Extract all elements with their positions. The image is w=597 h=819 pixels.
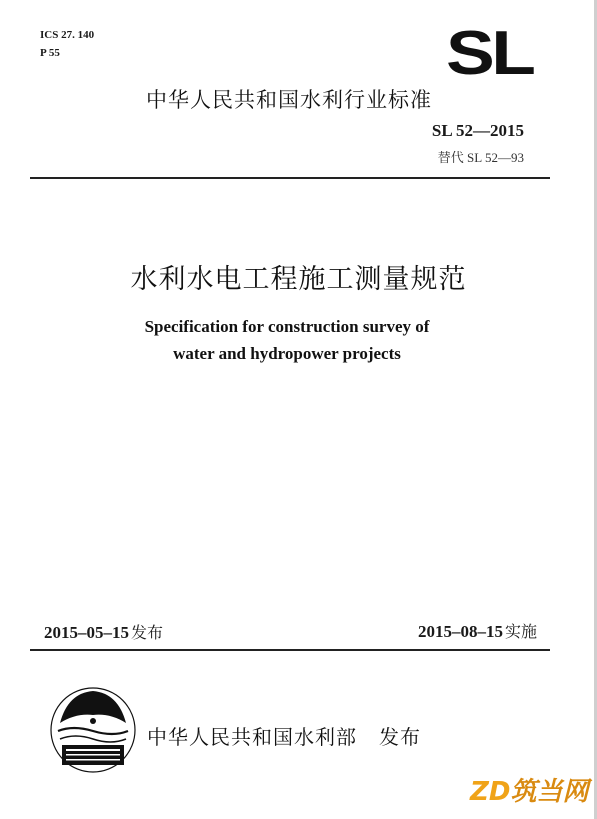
- watermark-text: 筑当网: [510, 777, 589, 807]
- issue-date: 2015–05–15: [44, 623, 129, 642]
- issue-date-block: [44, 620, 163, 643]
- replaces-standard: 替代 SL 52—93: [437, 150, 524, 165]
- english-title-line-1: Specification for construction survey of: [144, 317, 430, 336]
- standard-number: SL 52—2015: [431, 121, 524, 140]
- ministry-emblem: [48, 685, 138, 775]
- site-watermark: [470, 776, 588, 808]
- document-title-chinese: 水利水电工程施工测量规范: [130, 264, 467, 295]
- top-divider: [30, 177, 550, 179]
- bottom-divider: [30, 649, 550, 651]
- implementation-date-block: [418, 619, 537, 642]
- ics-code: ICS 27. 140: [40, 29, 95, 41]
- classification-codes: [40, 28, 94, 64]
- watermark-logo-icon: ZD: [470, 777, 511, 807]
- document-title-english: [0, 313, 574, 367]
- issue-label: 发布: [131, 623, 164, 642]
- publisher-name: 中华人民共和国水利部: [147, 725, 357, 749]
- publisher: [147, 721, 421, 750]
- english-title-line-2: water and hydropower projects: [173, 344, 401, 363]
- implementation-date: 2015–08–15: [417, 622, 503, 641]
- industry-standard-title: 中华人民共和国水利行业标准: [146, 88, 432, 112]
- sl-logo: SL: [446, 19, 533, 88]
- publisher-action: 发布: [379, 725, 421, 749]
- implementation-label: 实施: [504, 622, 537, 641]
- ccs-code: P 55: [40, 47, 60, 59]
